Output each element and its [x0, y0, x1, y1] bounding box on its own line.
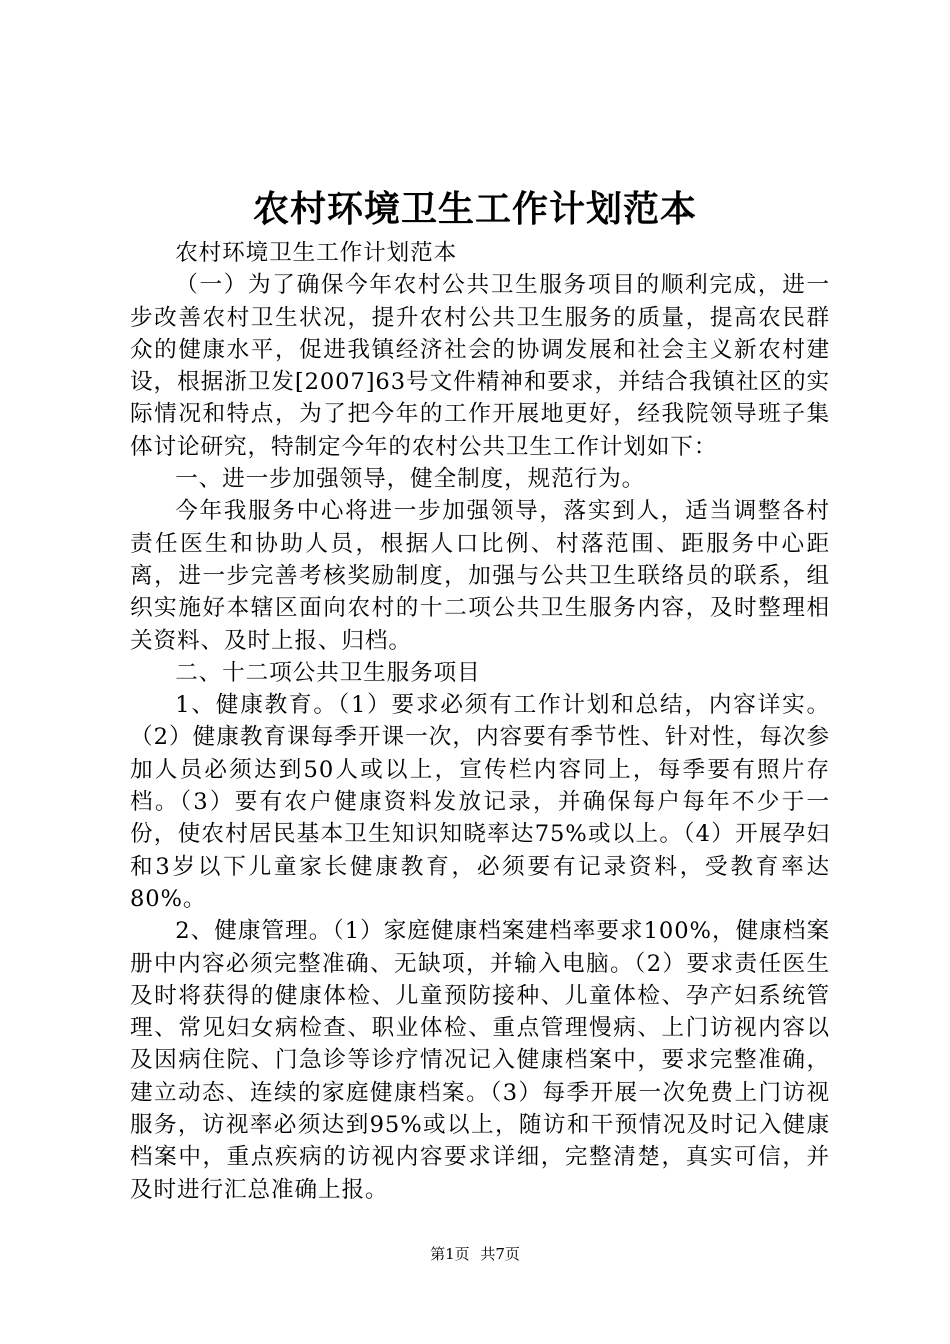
paragraph-intro: （一）为了确保今年农村公共卫生服务项目的顺利完成，进一步改善农村卫生状况，提升农村公共卫生服务的质量，提高农民群众的健康水平，促进我镇经济社会的协调发展和社会主义新农村建设，根据浙卫发[2007]63号文件精神和要求，并结合我镇社区的实际情况和特点，为了把今年的工作开展地更好，经我院领导班子集体讨论研究，特制定今年的农村公共卫生工作计划如下： — [130, 272, 830, 460]
page-number: 第1页 — [430, 1245, 470, 1263]
page-total: 共7页 — [480, 1245, 520, 1263]
paragraph-subtitle: 农村环境卫生工作计划范本 — [175, 240, 458, 266]
section-heading-1: 一、进一步加强领导，健全制度，规范行为。 — [175, 466, 646, 493]
paragraph-health-education: 1、健康教育。（1）要求必须有工作计划和总结，内容详实。（2）健康教育课每季开课一次，内容要有季节性、针对性，每次参加人员必须达到50人或以上，宣传栏内容同上，每季要有照片存档。（3）要有农户健康资料发放记录，并确保每户每年不少于一份，使农村居民基本卫生知识知晓率达75%或以上。（4）开展孕妇和3岁以下儿童家长健康教育，必须要有记录资料，受教育率达80%。 — [130, 692, 830, 912]
document-body — [130, 237, 830, 1206]
document-title: 农村环境卫生工作计划范本 — [252, 188, 697, 230]
section-heading-2: 二、十二项公共卫生服务项目 — [175, 659, 481, 686]
paragraph-section-1: 今年我服务中心将进一步加强领导，落实到人，适当调整各村责任医生和协助人员，根据人口比例、村落范围、距服务中心距离，进一步完善考核奖励制度，加强与公共卫生联络员的联系，组织实施好本辖区面向农村的十二项公共卫生服务内容，及时整理相关资料、及时上报、归档。 — [130, 498, 830, 654]
paragraph-health-management: 2、健康管理。（1）家庭健康档案建档率要求100%，健康档案册中内容必须完整准确、无缺项，并输入电脑。（2）要求责任医生及时将获得的健康体检、儿童预防接种、儿童体检、孕产妇系统管理、常见妇女病检查、职业体检、重点管理慢病、上门访视内容以及因病住院、门急诊等诊疗情况记入健康档案中，要求完整准确，建立动态、连续的家庭健康档案。（3）每季开展一次免费上门访视服务，访视率必须达到95%或以上，随访和干预情况及时记入健康档案中，重点疾病的访视内容要求详细，完整清楚，真实可信，并及时进行汇总准确上报。 — [130, 918, 830, 1203]
page-footer — [0, 1244, 950, 1264]
